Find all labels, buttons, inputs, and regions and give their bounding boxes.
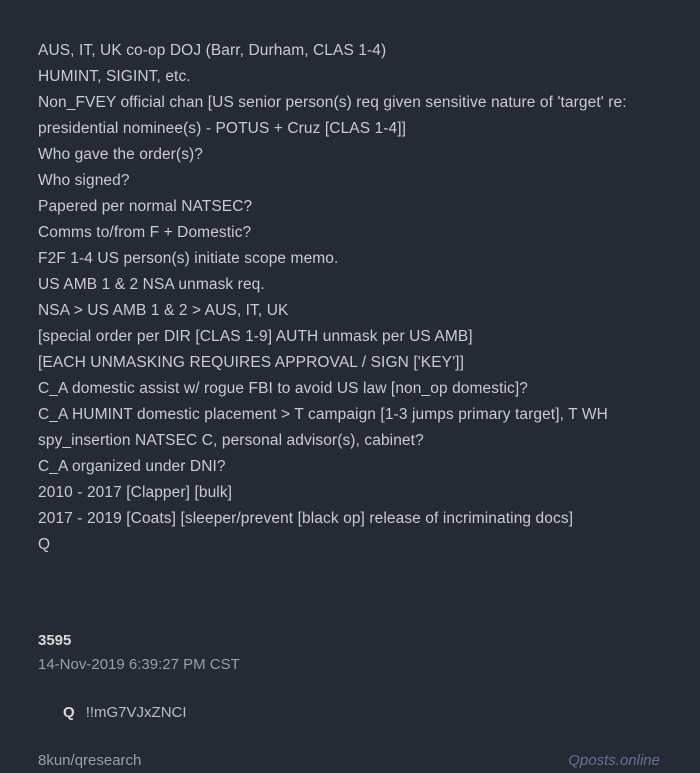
board-row	[38, 749, 660, 773]
post-body-line: 2017 - 2019 [Coats] [sleeper/prevent [black op] release of incriminating docs]	[38, 510, 574, 527]
post-body-line: Q	[38, 536, 51, 553]
author-name: Q	[63, 704, 75, 721]
post-body-line: HUMINT, SIGINT, etc.	[38, 68, 191, 85]
post-body-line: 2010 - 2017 [Clapper] [bulk]	[38, 484, 233, 501]
post-body-line: C_A HUMINT domestic placement > T campaign [1-3 jumps primary target], T WH	[38, 406, 608, 423]
post-body-line: spy_insertion NATSEC C, personal advisor(s), cabinet?	[38, 432, 424, 449]
post-body-line: NSA > US AMB 1 & 2 > AUS, IT, UK	[38, 302, 289, 319]
post-body-line: US AMB 1 & 2 NSA unmask req.	[38, 276, 265, 293]
post-body-line: Papered per normal NATSEC?	[38, 198, 253, 215]
post-body-line: AUS, IT, UK co-op DOJ (Barr, Durham, CLAS 1-4)	[38, 42, 387, 59]
post-body-line: C_A organized under DNI?	[38, 458, 226, 475]
board-name: 8kun/qresearch	[38, 752, 142, 769]
post-meta	[38, 629, 660, 773]
post-body	[38, 38, 660, 558]
post-body-line: [special order per DIR [CLAS 1-9] AUTH unmask per US AMB]	[38, 328, 473, 345]
post-body-line: [EACH UNMASKING REQUIRES APPROVAL / SIGN ['KEY']]	[38, 354, 464, 371]
post-body-line: Who signed?	[38, 172, 130, 189]
post-timestamp: 14-Nov-2019 6:39:27 PM CST	[38, 656, 240, 673]
post-author-line	[38, 677, 660, 749]
post-number: 3595	[38, 632, 72, 649]
source-site-link[interactable]: Qposts.online	[568, 752, 660, 769]
author-tripcode: !!mG7VJxZNCI	[85, 704, 187, 721]
post-body-line: Who gave the order(s)?	[38, 146, 204, 163]
post-body-line: F2F 1-4 US person(s) initiate scope memo.	[38, 250, 339, 267]
post-body-line: presidential nominee(s) - POTUS + Cruz [CLAS 1-4]]	[38, 120, 407, 137]
post-body-line: Comms to/from F + Domestic?	[38, 224, 252, 241]
post-body-line: C_A domestic assist w/ rogue FBI to avoid US law [non_op domestic]?	[38, 380, 529, 397]
post-body-line: Non_FVEY official chan [US senior person(s) req given sensitive nature of 'target' re:	[38, 94, 627, 111]
